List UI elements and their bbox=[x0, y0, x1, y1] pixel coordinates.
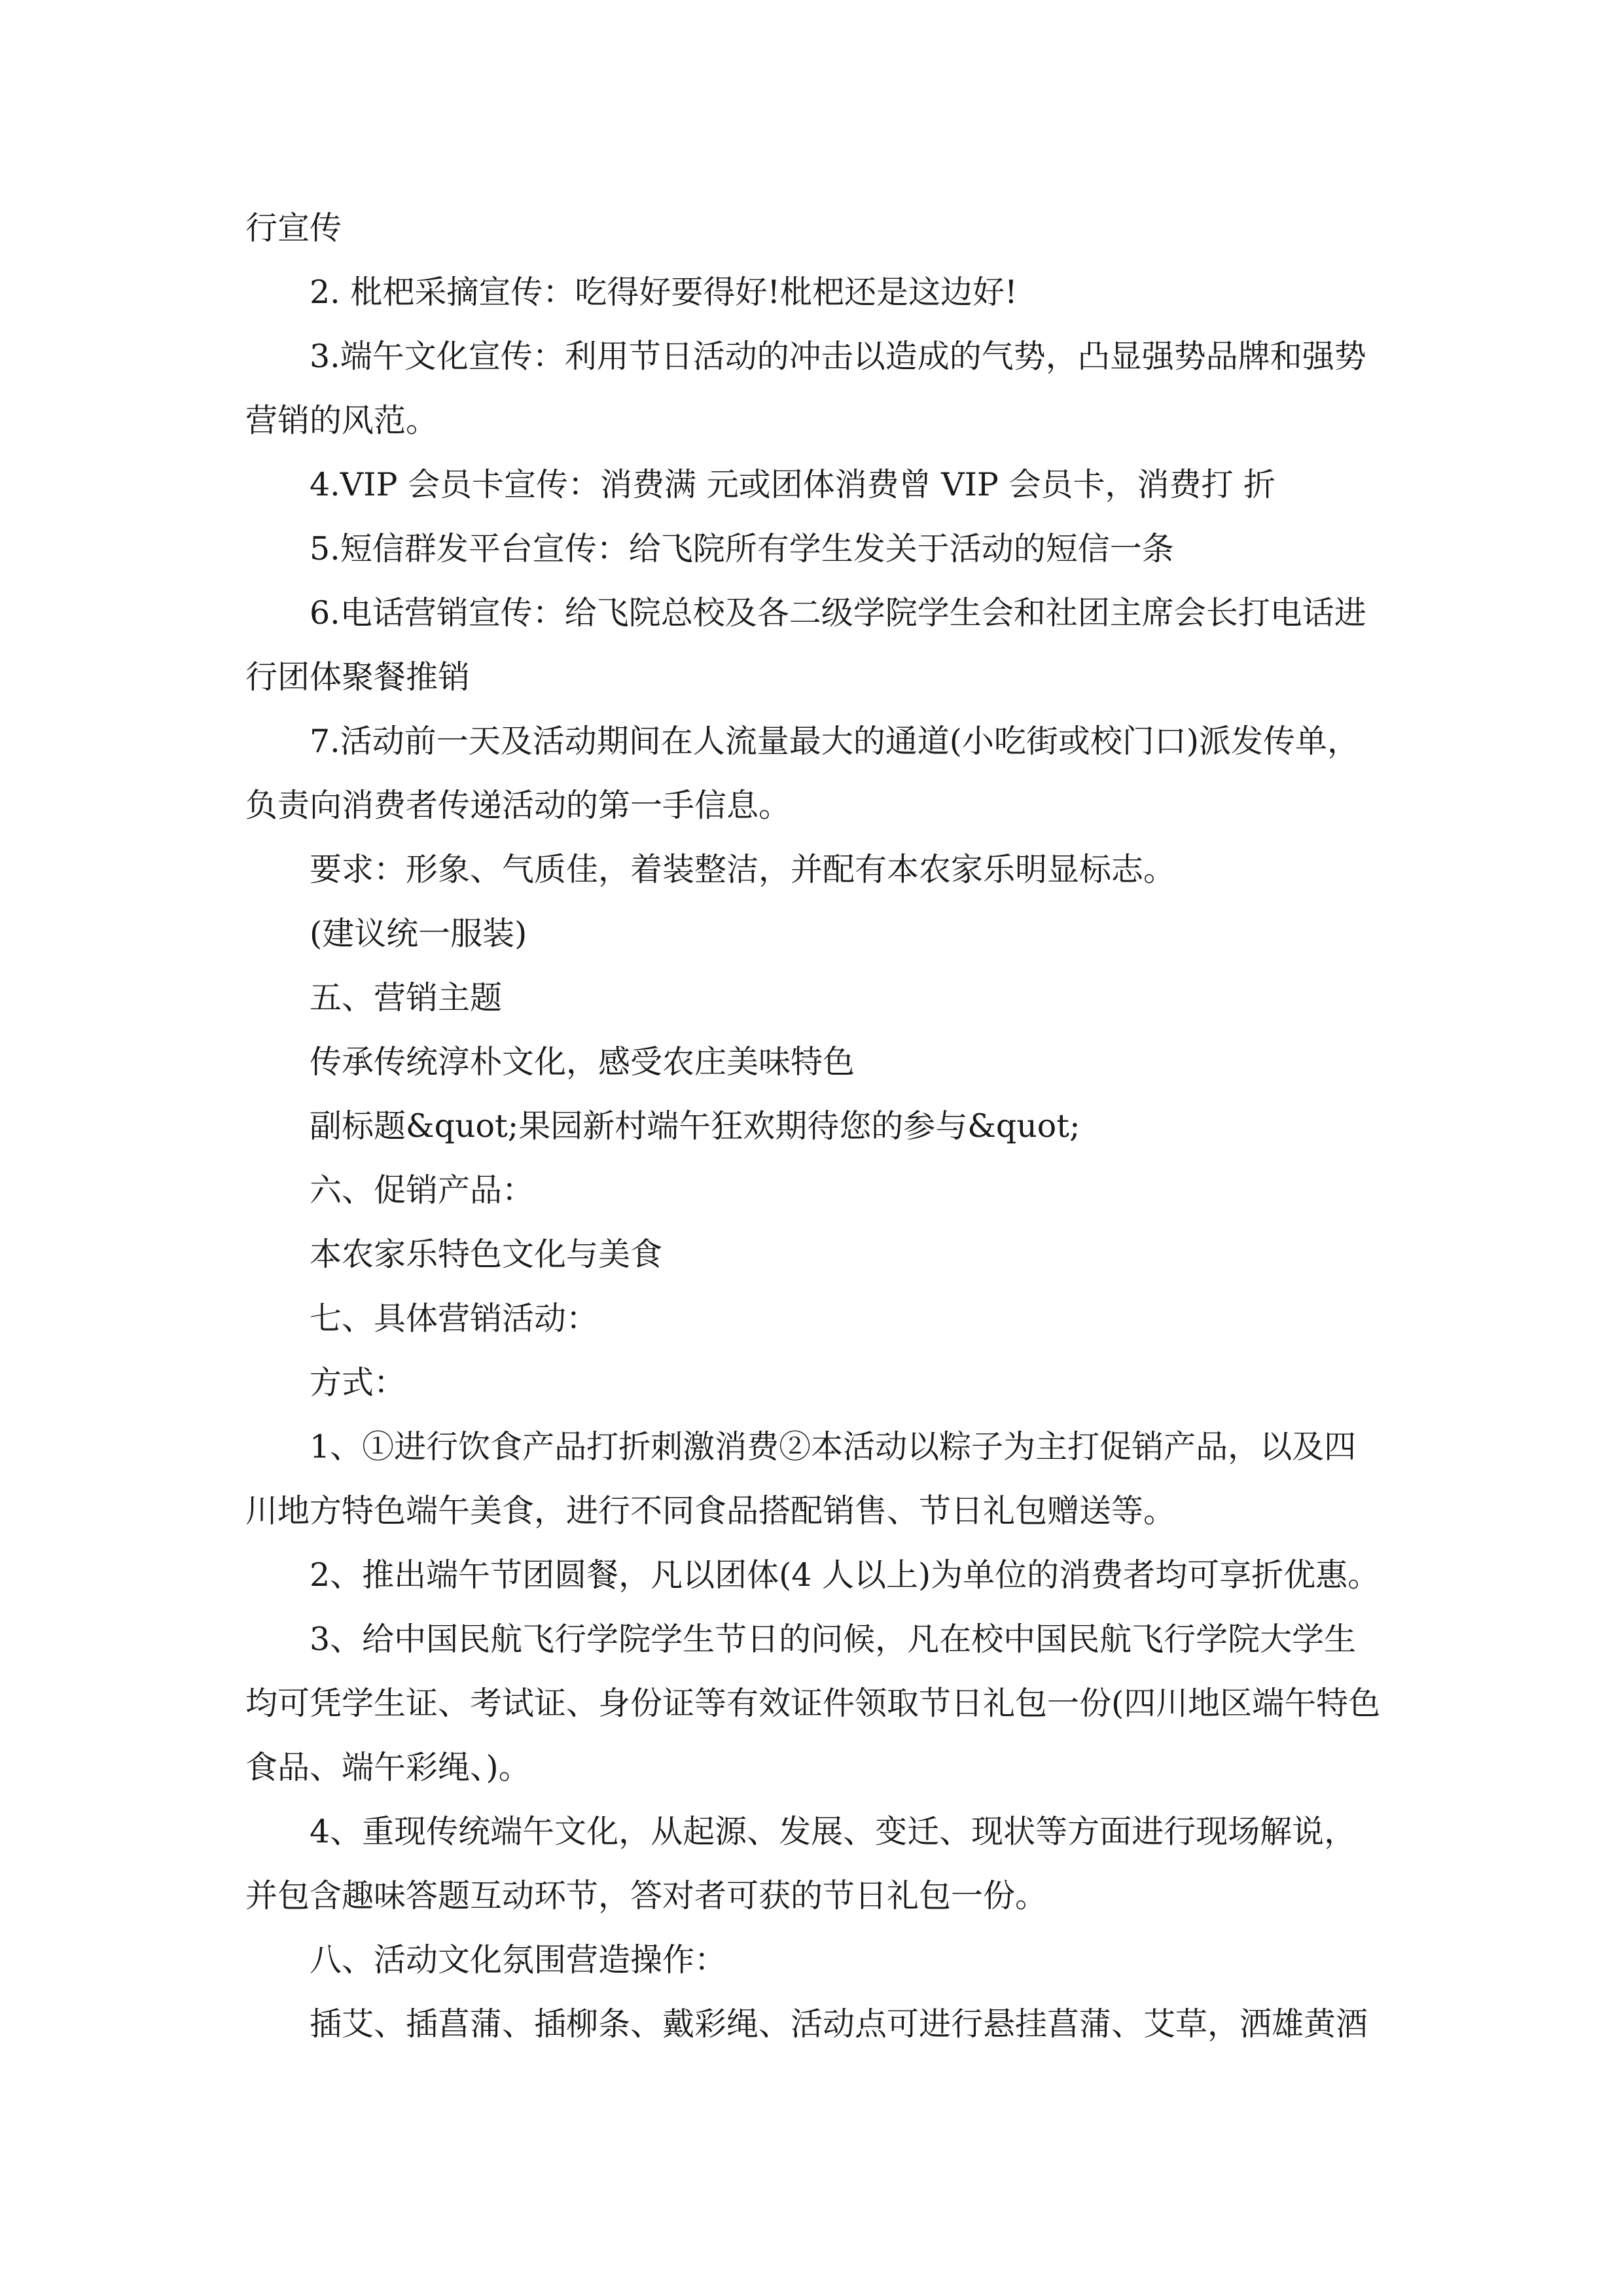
paragraph: 4.VIP 会员卡宣传：消费满 元或团体消费曾 VIP 会员卡，消费打 折 bbox=[310, 466, 1276, 503]
paragraph: 副标题&quot;果园新村端午狂欢期待您的参与&quot; bbox=[310, 1107, 1080, 1145]
paragraph: 4、重现传统端午文化，从起源、发展、变迁、现状等方面进行现场解说，并包含趣味答题互动环节，答对者可获的节日礼包一份。 bbox=[245, 1813, 1357, 1914]
section-heading: 七、具体营销活动： bbox=[310, 1300, 599, 1337]
paragraph: 1、①进行饮食产品打折刺激消费②本活动以粽子为主打促销产品，以及四川地方特色端午美食，进行不同食品搭配销售、节日礼包赠送等。 bbox=[245, 1428, 1357, 1530]
paragraph: 5.短信群发平台宣传：给飞院所有学生发关于活动的短信一条 bbox=[310, 530, 1174, 567]
paragraph: 7.活动前一天及活动期间在人流量最大的通道(小吃街或校门口)派发传单，负责向消费者传递活动的第一手信息。 bbox=[245, 723, 1359, 824]
section-heading: 八、活动文化氛围营造操作： bbox=[310, 1941, 727, 1979]
paragraph: 6.电话营销宣传：给飞院总校及各二级学院学生会和社团主席会长打电话进行团体聚餐推销 bbox=[245, 594, 1366, 696]
paragraph: (建议统一服装) bbox=[310, 915, 527, 952]
paragraph: 要求：形象、气质佳，着装整洁，并配有本农家乐明显标志。 bbox=[310, 851, 1176, 888]
document-body bbox=[245, 196, 1384, 2056]
paragraph: 3.端午文化宣传：利用节日活动的冲击以造成的气势，凸显强势品牌和强势营销的风范。 bbox=[245, 338, 1366, 439]
paragraph: 传承传统淳朴文化，感受农庄美味特色 bbox=[310, 1043, 855, 1081]
paragraph: 方式： bbox=[310, 1364, 406, 1401]
section-heading: 五、营销主题 bbox=[310, 979, 503, 1016]
paragraph: 3、给中国民航飞行学院学生节日的问候，凡在校中国民航飞行学院大学生均可凭学生证、考试证、身份证等有效证件领取节日礼包一份(四川地区端午特色食品、端午彩绳、)。 bbox=[245, 1621, 1381, 1786]
paragraph: 2、推出端午节团圆餐，凡以团体(4 人以上)为单位的消费者均可享折优惠。 bbox=[310, 1556, 1380, 1594]
section-heading: 六、促销产品： bbox=[310, 1172, 535, 1209]
paragraph: 行宣传 bbox=[245, 209, 342, 247]
paragraph: 2. 枇杷采摘宣传：吃得好要得好!枇杷还是这边好! bbox=[310, 274, 1018, 311]
paragraph: 本农家乐特色文化与美食 bbox=[310, 1236, 663, 1273]
paragraph: 插艾、插菖蒲、插柳条、戴彩绳、活动点可进行悬挂菖蒲、艾草，洒雄黄酒 bbox=[310, 2005, 1368, 2043]
